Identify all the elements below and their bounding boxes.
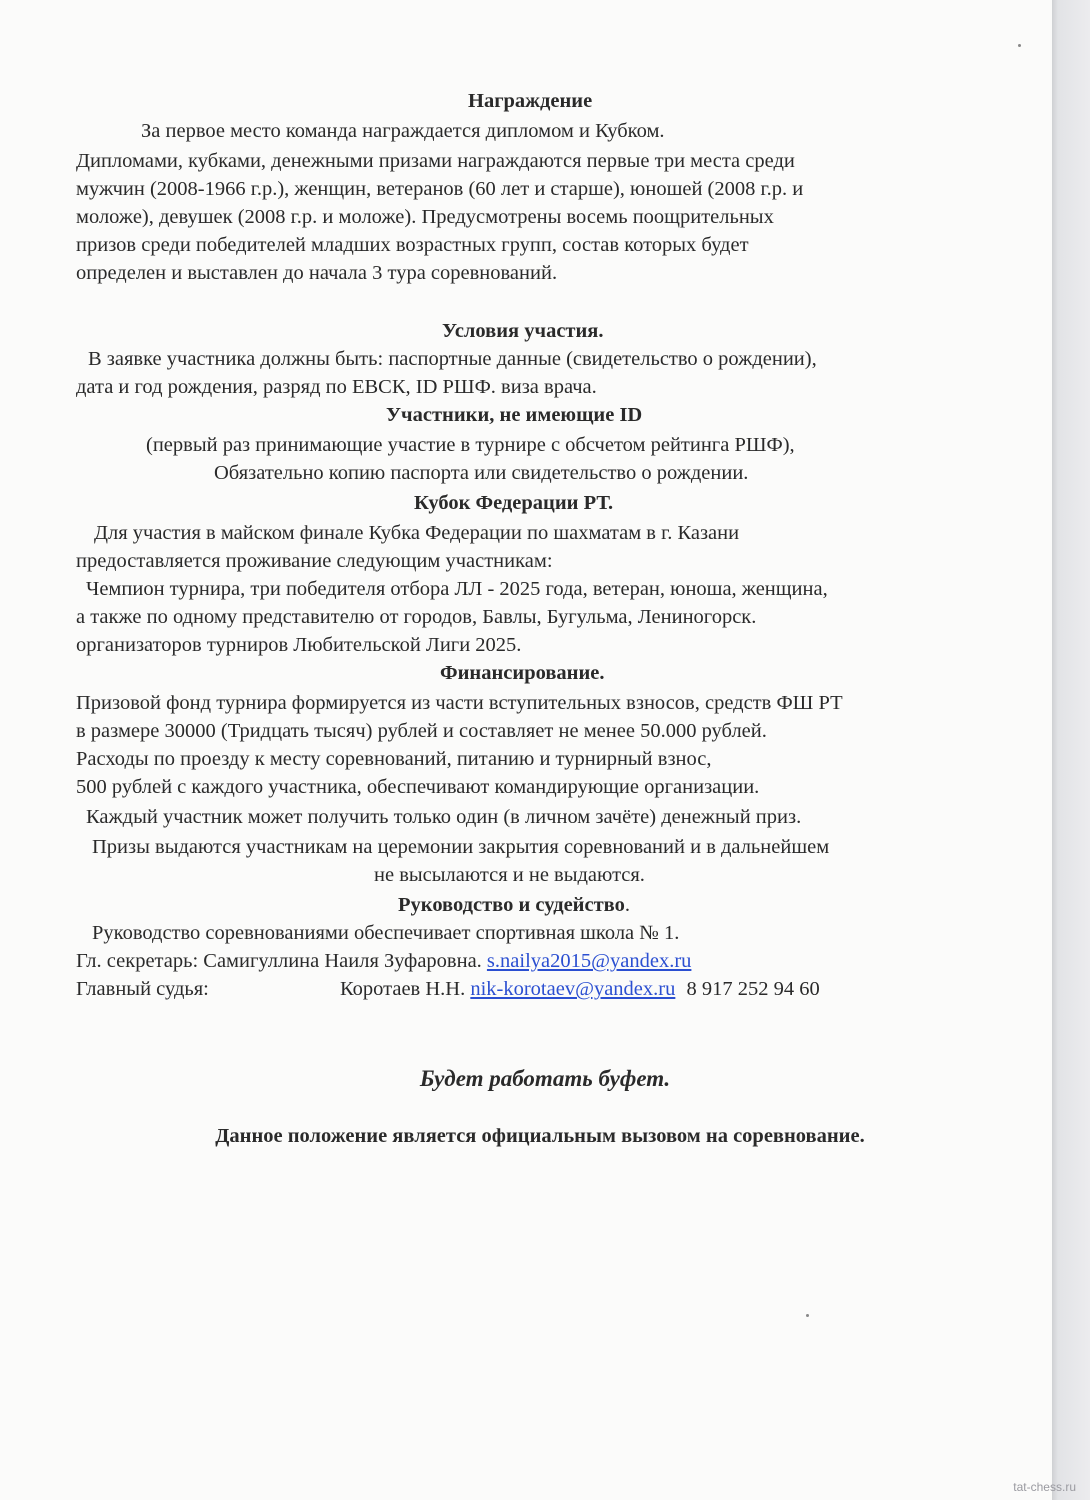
cup-line: предоставляется проживание следующим участникам: [76,550,553,572]
finance-line: в размере 30000 (Тридцать тысяч) рублей и составляет не менее 50.000 рублей. [76,720,767,742]
judge-row [340,976,820,1002]
finance-line: Каждый участник может получить только один (в личном зачёте) денежный приз. [86,806,802,828]
scan-edge [1052,0,1090,1500]
cup-line: организаторов турниров Любительской Лиги 2025. [76,634,522,656]
award-line: За первое место команда награждается дипломом и Кубком. [141,120,665,142]
scan-speck [1018,44,1021,47]
no-id-heading: Участники, не имеющие ID [386,404,643,426]
no-id-line: (первый раз принимающие участие в турнире с обсчетом рейтинга РШФ), [146,434,795,456]
cup-line: Для участия в майском финале Кубка Федерации по шахматам в г. Казани [94,522,740,544]
conditions-heading: Условия участия. [442,320,604,342]
cup-line: а также по одному представителю от городов, Бавлы, Бугульма, Лениногорск. [76,606,757,628]
no-id-line: Обязательно копию паспорта или свидетельство о рождении. [214,462,749,484]
award-heading: Награждение [468,90,593,112]
judge-name: Коротаев Н.Н. [340,978,466,1000]
official-notice: Данное положение является официальным вызовом на соревнование. [215,1125,865,1147]
site-watermark: tat-chess.ru [1013,1480,1076,1494]
finance-line: Расходы по проезду к месту соревнований, питанию и турнирный взнос, [76,748,712,770]
secretary-email-link[interactable]: s.nailya2015@yandex.ru [486,950,692,972]
finance-line: Призовой фонд турнира формируется из части вступительных взносов, средств ФШ РТ [76,692,843,714]
scan-speck [806,1314,809,1317]
buffet-notice: Будет работать буфет. [419,1066,671,1091]
award-line: призов среди победителей младших возрастных групп, состав которых будет [76,234,749,256]
secretary-row [76,948,691,974]
judge-phone: 8 917 252 94 60 [686,978,820,1000]
cup-heading: Кубок Федерации РТ. [414,492,614,514]
finance-line: Призы выдаются участникам на церемонии закрытия соревнований и в дальнейшем [92,836,830,858]
finance-line: не высылаются и не выдаются. [374,864,645,886]
conditions-line: дата и год рождения, разряд по ЕВСК, ID РШФ. виза врача. [76,376,597,398]
finance-heading: Финансирование. [440,662,605,684]
conditions-line: В заявке участника должны быть: паспортные данные (свидетельство о рождении), [88,348,817,370]
judge-label: Главный судья: [76,978,209,1000]
cup-line: Чемпион турнира, три победителя отбора ЛЛ - 2025 года, ветеран, юноша, женщина, [86,578,828,600]
management-heading-dot: . [624,894,630,916]
award-line: моложе), девушек (2008 г.р. и моложе). Предусмотрены восемь поощрительных [76,206,774,228]
secretary-label: Гл. секретарь: Самигуллина Наиля Зуфаровна. [76,950,482,972]
management-line: Руководство соревнованиями обеспечивает спортивная школа № 1. [92,922,680,944]
management-heading: Руководство и судейство [398,894,625,916]
finance-line: 500 рублей с каждого участника, обеспечивают командирующие организации. [76,776,760,798]
award-line: определен и выставлен до начала 3 тура соревнований. [76,262,558,284]
management-heading-wrap [398,892,630,918]
judge-email-link[interactable]: nik-korotaev@yandex.ru [470,978,676,1000]
award-line: мужчин (2008-1966 г.р.), женщин, ветеранов (60 лет и старше), юношей (2008 г.р. и [76,178,804,200]
award-line: Дипломами, кубками, денежными призами награждаются первые три места среди [76,150,795,172]
